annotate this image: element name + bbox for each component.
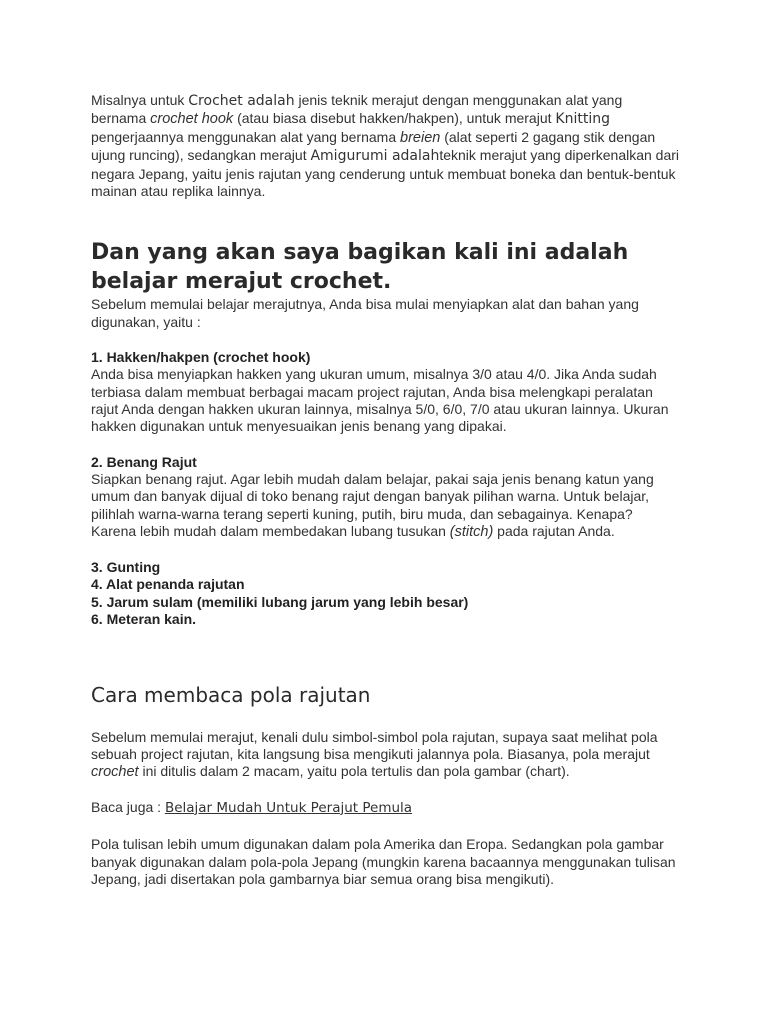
list-item: 3. Gunting	[91, 558, 161, 575]
keyword-amigurumi: Amigurumi adalah	[310, 148, 440, 165]
item-hakken-text: Anda bisa menyiapkan hakken yang ukuran umum, misalnya 3/0 atau 4/0. Jika Anda sudah terbiasa dalam membuat berbagai macam project rajutan, Anda bisa melengkapi peralatan rajut Anda dengan hakken ukuran lainnya, misalnya 5/0, 6/0, 7/0 atau ukuran lainnya. Ukuran hakken digunakan untuk menyesuaikan jenis benang yang dipakai.	[91, 366, 669, 435]
list-item: 5. Jarum sulam (memiliki lubang jarum yang lebih besar)	[91, 593, 469, 610]
baca-juga: Baca juga : Belajar Mudah Untuk Perajut Pemula	[91, 798, 413, 816]
item-benang	[91, 454, 678, 542]
tool-list	[91, 559, 678, 629]
term-crochet: crochet	[91, 764, 139, 781]
keyword-crochet: Crochet adalah	[188, 93, 295, 109]
list-item: 6. Meteran kain.	[91, 611, 197, 627]
item-benang-title: 2. Benang Rajut	[91, 453, 197, 470]
heading-cara-membaca: Cara membaca pola rajutan	[91, 682, 371, 707]
pola-paragraph: Sebelum memulai merajut, kenali dulu simbol-simbol pola rajutan, supaya saat melihat pola sebuah project rajutan, kita langsung bisa mengikuti jalannya pola. Biasanya, pola merajut crochet ini ditulis dalam 2 macam, yaitu pola tertulis dan pola gambar (chart).	[91, 728, 658, 781]
heading-belajar-crochet: Dan yang akan saya bagikan kali ini adalah belajar merajut crochet.	[91, 240, 629, 295]
item-hakken-title: 1. Hakken/hakpen (crochet hook)	[91, 349, 311, 366]
term-stitch: (stitch)	[449, 524, 494, 541]
item-benang-text: Siapkan benang rajut. Agar lebih mudah dalam belajar, pakai saja jenis benang katun yang umum dan banyak dijual di toko benang rajut dengan banyak pilihan warna. Untuk belajar, pilihlah warna-warna terang seperti kuning, putih, biru muda, dan sebagainya. Kenapa? Karena lebih mudah dalam membedakan lubang tusukan (stitch) pada rajutan Anda.	[91, 470, 654, 541]
list-item: 4. Alat penanda rajutan	[91, 576, 245, 592]
item-hakken	[91, 349, 678, 436]
related-article-link[interactable]: Belajar Mudah Untuk Perajut Pemula	[164, 799, 413, 816]
intro-paragraph: Misalnya untuk Crochet adalah jenis teknik merajut dengan menggunakan alat yang bernama crochet hook (atau biasa disebut hakken/hakpen), untuk merajut Knitting pengerjaannya menggunakan alat yang bernama breien (alat seperti 2 gagang stik dengan ujung runcing), sedangkan merajut Amigurumi adalahteknik merajut yang diperkenalkan dari negara Jepang, yaitu jenis rajutan yang cenderung untuk membuat boneka dan bentuk-bentuk mainan atau replika lainnya.	[91, 92, 680, 200]
last-paragraph: Pola tulisan lebih umum digunakan dalam pola Amerika dan Eropa. Sedangkan pola gambar banyak digunakan dalam pola-pola Jepang (mungkin karena bacaannya menggunakan tulisan Jepang, jadi disertakan pola gambarnya biar semua orang bisa mengikuti).	[91, 836, 676, 887]
term-crochet-hook: crochet hook	[150, 111, 234, 128]
prep-paragraph: Sebelum memulai belajar merajutnya, Anda bisa mulai menyiapkan alat dan bahan yang digunakan, yaitu :	[91, 296, 639, 330]
keyword-knitting: Knitting	[555, 111, 610, 128]
term-breien: breien	[400, 129, 441, 146]
